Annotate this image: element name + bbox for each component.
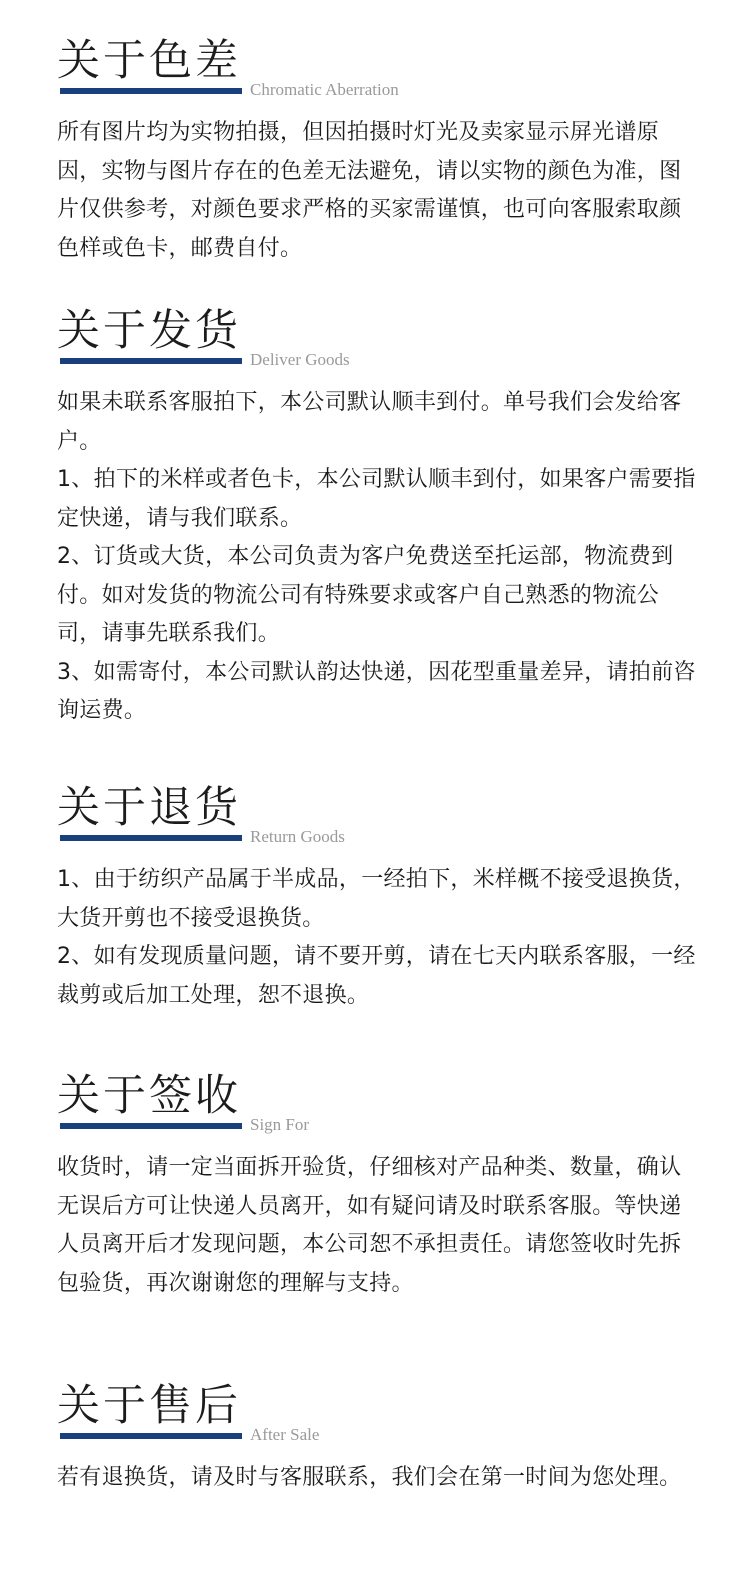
paragraph: 如果未联系客服拍下，本公司默认顺丰到付。单号我们会发给客户。 [57,390,682,454]
section-heading [57,306,697,369]
paragraph: 收货时，请一定当面拆开验货，仔细核对产品种类、数量，确认无误后方可让快递人员离开，如有疑问请及时联系客服。等快递人员离开后才发现问题，本公司恕不承担责任。请您签收时先拆包验货，再次谢谢您的理解与支持。 [57,1155,682,1296]
section-body [57,861,697,1015]
section-body [57,1149,697,1303]
section-sign-for [57,1071,697,1303]
section-heading [57,1071,697,1134]
section-chromatic-aberration [57,36,697,268]
section-heading [57,1381,697,1444]
section-after-sale [57,1381,697,1498]
section-subtitle: Deliver Goods [250,350,350,369]
section-subtitle: Return Goods [250,827,345,846]
section-title: 关于签收 [57,1071,241,1121]
section-title: 关于退货 [57,783,241,833]
paragraph: 若有退换货，请及时与客服联系，我们会在第一时间为您处理。 [57,1465,682,1490]
paragraph: 所有图片均为实物拍摄，但因拍摄时灯光及卖家显示屏光谱原因，实物与图片存在的色差无法避免，请以实物的颜色为准，图片仅供参考，对颜色要求严格的买家需谨慎，也可向客服索取颜色样或色卡，邮费自付。 [57,120,682,261]
section-title: 关于发货 [57,306,241,356]
paragraph: 2、如有发现质量问题，请不要开剪，请在七天内联系客服，一经裁剪或后加工处理，恕不退换。 [57,944,696,1008]
section-body [57,1459,697,1498]
section-body [57,384,697,731]
section-return-goods [57,783,697,1015]
paragraph: 1、由于纺织产品属于半成品，一经拍下，米样概不接受退换货，大货开剪也不接受退换货。 [57,867,696,931]
heading-accent-bar [60,835,242,841]
heading-accent-bar [60,1123,242,1129]
paragraph: 3、如需寄付，本公司默认韵达快递，因花型重量差异，请拍前咨询运费。 [57,659,696,723]
section-subtitle: After Sale [250,1425,320,1444]
paragraph: 2、订货或大货，本公司负责为客户免费送至托运部，物流费到付。如对发货的物流公司有特殊要求或客户自己熟悉的物流公司，请事先联系我们。 [57,544,674,646]
section-heading [57,36,697,99]
heading-accent-bar [60,358,242,364]
section-body [57,114,697,268]
heading-accent-bar [60,1433,242,1439]
section-deliver-goods [57,306,697,731]
section-subtitle: Chromatic Aberration [250,80,399,99]
section-subtitle: Sign For [250,1115,310,1134]
paragraph: 1、拍下的米样或者色卡，本公司默认顺丰到付，如果客户需要指定快递，请与我们联系。 [57,467,696,531]
section-title: 关于色差 [57,36,241,86]
section-heading [57,783,697,846]
heading-accent-bar [60,88,242,94]
section-title: 关于售后 [57,1381,241,1431]
